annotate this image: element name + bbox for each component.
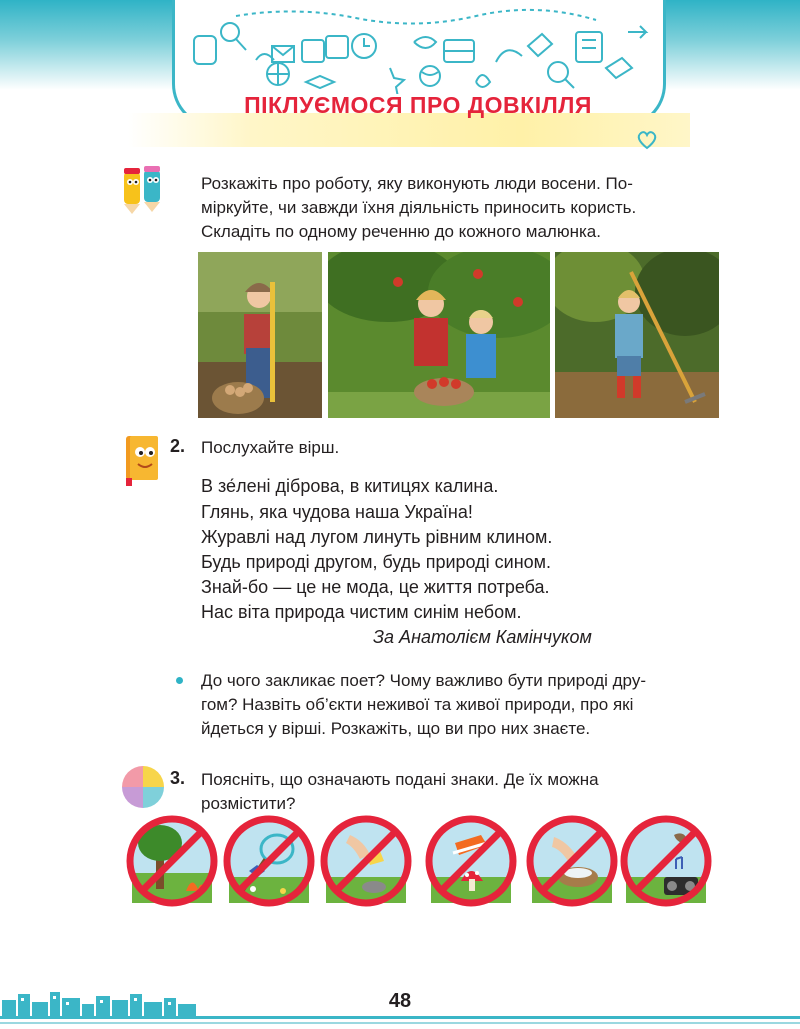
no-loud-music-sign-icon bbox=[620, 815, 712, 907]
no-touching-nests-sign-icon bbox=[526, 815, 618, 907]
task1-line-2: міркуйте, чи завжди їхня діяльність приносить користь. bbox=[201, 198, 637, 217]
footer-line bbox=[0, 1016, 800, 1019]
task2-question-line-3: йдеться у вірші. Розкажіть, що ви про них знаєте. bbox=[201, 719, 591, 738]
school-doodles-icon bbox=[176, 2, 664, 94]
book-mascot-icon bbox=[120, 432, 166, 486]
boy-with-potatoes-photo bbox=[198, 252, 322, 418]
boy-raking-leaves-photo bbox=[555, 252, 719, 418]
poem-line-4: Будь природі другом, будь природі сином. bbox=[201, 552, 552, 572]
task2-number: 2. bbox=[170, 436, 186, 456]
task3-number: 3. bbox=[170, 768, 186, 788]
no-trampling-mushrooms-sign-icon bbox=[425, 815, 517, 907]
footer-line-secondary bbox=[0, 1022, 800, 1024]
page-number: 48 bbox=[388, 990, 412, 1012]
color-wheel-icon bbox=[122, 766, 164, 808]
task1-line-1: Розкажіть про роботу, яку виконують люди восени. По- bbox=[201, 174, 633, 193]
pencil-mascots-icon bbox=[120, 166, 168, 216]
poem-line-2: Глянь, яка чудова наша Україна! bbox=[201, 502, 473, 522]
task2-question-line-2: гом? Назвіть об’єкти неживої та живої природи, про які bbox=[201, 695, 634, 714]
poem-line-3: Журавлі над лугом линуть рівним клином. bbox=[201, 527, 553, 547]
page-title: ПІКЛУЄМОСЯ ПРО ДОВКІЛЛЯ bbox=[244, 92, 592, 118]
poem-line-5: Знай-бо — це не мода, це життя потреба. bbox=[201, 577, 550, 597]
no-fire-in-forest-sign-icon bbox=[126, 815, 218, 907]
poem-line-1: В зе́лені діброва, в китицях калина. bbox=[201, 476, 499, 496]
no-littering-sign-icon bbox=[320, 815, 412, 907]
task1-line-3: Складіть по одному реченню до кожного малюнка. bbox=[201, 222, 601, 241]
task3-line-2: розмістити? bbox=[201, 794, 296, 813]
bullet-dot-icon bbox=[176, 677, 183, 684]
children-with-apples-photo bbox=[328, 252, 550, 418]
task3-line-1: Поясніть, що означають подані знаки. Де їх можна bbox=[201, 770, 599, 789]
no-catching-butterflies-sign-icon bbox=[223, 815, 315, 907]
poem-author: За Анатолієм Камінчуком bbox=[373, 627, 592, 647]
task2-question-line-1: До чого закликає поет? Чому важливо бути природі дру- bbox=[201, 671, 646, 690]
city-skyline-icon bbox=[0, 990, 200, 1018]
heart-icon bbox=[636, 130, 658, 150]
task2-intro: Послухайте вірш. bbox=[201, 438, 340, 457]
poem-line-6: Нас віта природа чистим синім небом. bbox=[201, 602, 522, 622]
